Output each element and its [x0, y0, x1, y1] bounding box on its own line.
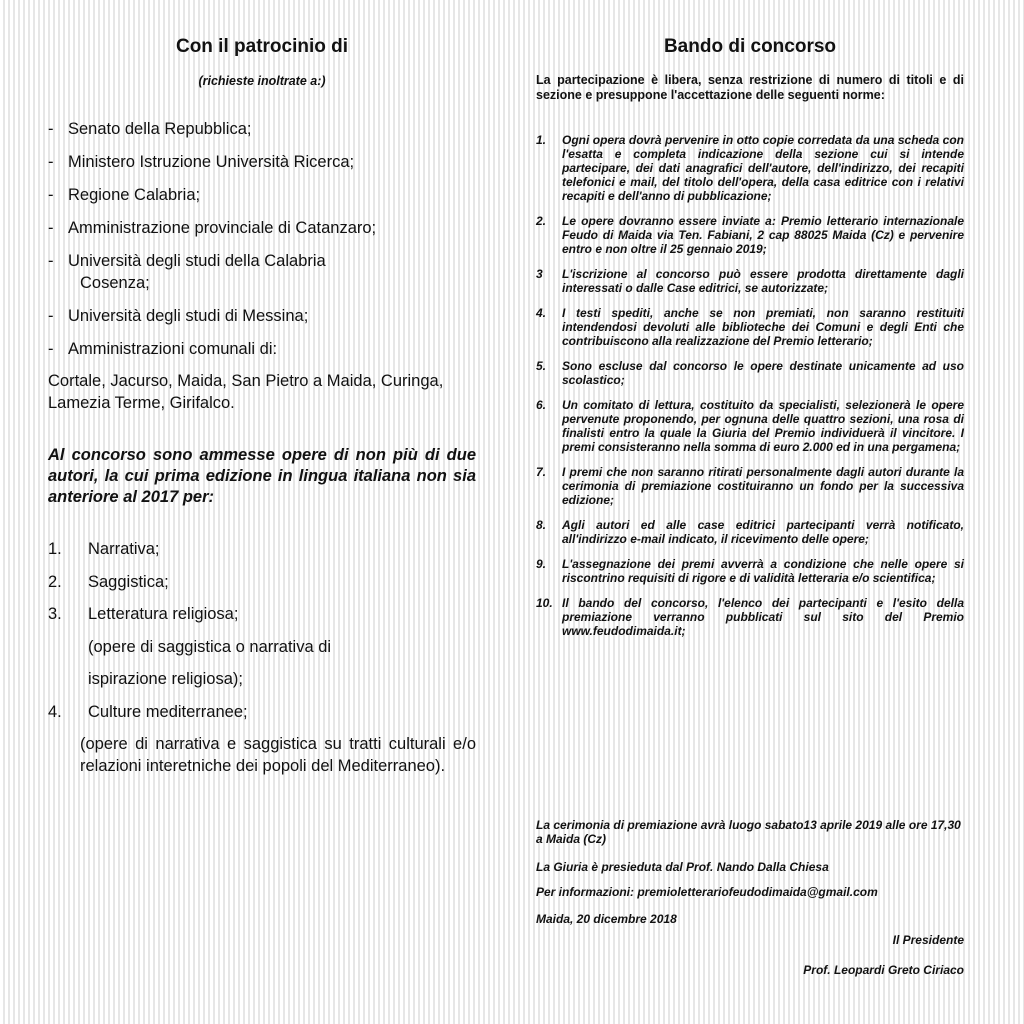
ceremony-info: La cerimonia di premiazione avrà luogo sabato13 aprile 2019 alle ore 17,30 a Maida (Cz): [536, 818, 961, 846]
category-item: 2. Saggistica;: [48, 572, 169, 591]
place-date: Maida, 20 dicembre 2018: [536, 912, 677, 926]
category-subnote: (opere di saggistica o narrativa di: [88, 637, 332, 656]
patronage-title: Con il patrocinio di: [175, 36, 349, 57]
patron-item: - Ministero Istruzione Università Ricerca;: [48, 153, 355, 171]
towns-list: Cortale, Jacurso, Maida, San Pietro a Maida, Curinga, Lamezia Terme, Girifalco.: [48, 372, 444, 412]
patron-item: - Senato della Repubblica;: [48, 120, 252, 138]
rule-item: 3 L'iscrizione al concorso può essere prodotta direttamente dagli interessati o dalle Case editrici, se autorizzate;: [536, 267, 964, 295]
rule-item: 2. Le opere dovranno essere inviate a: Premio letterario internazionale Feudo di Maida via Ten. Fabiani, 2 cap 88025 Maida (Cz) e pervenire entro e non oltre il 25 gennaio 2019;: [536, 214, 964, 256]
president-name: Prof. Leopardi Greto Ciriaco: [803, 963, 964, 977]
category-item: 3. Letteratura religiosa;: [48, 605, 239, 623]
rule-item: 5. Sono escluse dal concorso le opere destinate unicamente ad uso scolastico;: [536, 359, 964, 387]
category-item: 4. Culture mediterranee;: [48, 702, 248, 721]
rule-item: 1. Ogni opera dovrà pervenire in otto copie corredata da una scheda con l'esatta e completa indicazione della sezione cui si intende partecipare, dei dati anagrafici dell'autore, dell'indirizzo, dei recapiti telefonici e mail, del titolo dell'opera, della casa editrice con i relativi recapiti e dell'anno di pubblicazione;: [536, 133, 964, 203]
patron-list: [48, 118, 478, 371]
president-label: Il Presidente: [892, 933, 964, 947]
rule-item: 8. Agli autori ed alle case editrici partecipanti verrà notificato, all'indirizzo e-mail indicato, il ricevimento delle opere;: [536, 518, 964, 546]
category-note: (opere di narrativa e saggistica su tratti culturali e/o relazioni interetniche dei popoli del Mediterraneo).: [80, 735, 476, 775]
jury-info: La Giuria è presieduta dal Prof. Nando Dalla Chiesa: [536, 860, 829, 874]
rule-item: 7. I premi che non saranno ritirati personalmente dagli autori durante la cerimonia di premiazione costituiranno un fondo per la successiva edizione;: [536, 465, 964, 507]
patron-item: - Università degli studi di Messina;: [48, 307, 309, 325]
admission-statement: Al concorso sono ammesse opere di non più di due autori, la cui prima edizione in lingua italiana non sia anteriore al 2017 per:: [48, 446, 476, 506]
category-list: [48, 538, 476, 788]
rule-item: 10. Il bando del concorso, l'elenco dei partecipanti e l'esito della premiazione verranno pubblicati sul sito del Premio www.feudodimaida.it;: [536, 596, 964, 638]
patronage-subnote: (richieste inoltrate a:): [198, 74, 326, 88]
patron-item: - Università degli studi della Calabria Cosenza;: [48, 252, 326, 292]
contact-info: Per informazioni: premioletterariofeudodimaida@gmail.com: [536, 885, 878, 899]
rules-list: [536, 133, 964, 649]
rule-item: 4. I testi spediti, anche se non premiati, non saranno restituiti intendendosi devoluti alle biblioteche dei Comuni e degli Enti che contribuiscono alla realizzazione del Premio letterario;: [536, 306, 964, 348]
patron-item: - Amministrazione provinciale di Catanzaro;: [48, 219, 377, 237]
patron-item: - Regione Calabria;: [48, 186, 201, 204]
rule-item: 9. L'assegnazione dei premi avverrà a condizione che nelle opere si riscontrino requisiti di rigore e di validità letteraria e/o scientifica;: [536, 557, 964, 585]
category-item: 1. Narrativa;: [48, 540, 160, 558]
category-subnote: ispirazione religiosa);: [88, 670, 243, 688]
contest-intro: La partecipazione è libera, senza restrizione di numero di titoli e di sezione e presuppone l'accettazione delle seguenti norme:: [536, 73, 964, 102]
rule-item: 6. Un comitato di lettura, costituito da specialisti, selezionerà le opere pervenute proponendo, per ognuna delle quattro sezioni, una rosa di finalisti entro la quale la Giuria del Premio individuerà il vincitore. I premi consisteranno nella somma di euro 2.000 ed in una pergamena;: [536, 398, 964, 454]
patron-item: - Amministrazioni comunali di:: [48, 340, 278, 358]
contest-title: Bando di concorso: [663, 36, 837, 57]
